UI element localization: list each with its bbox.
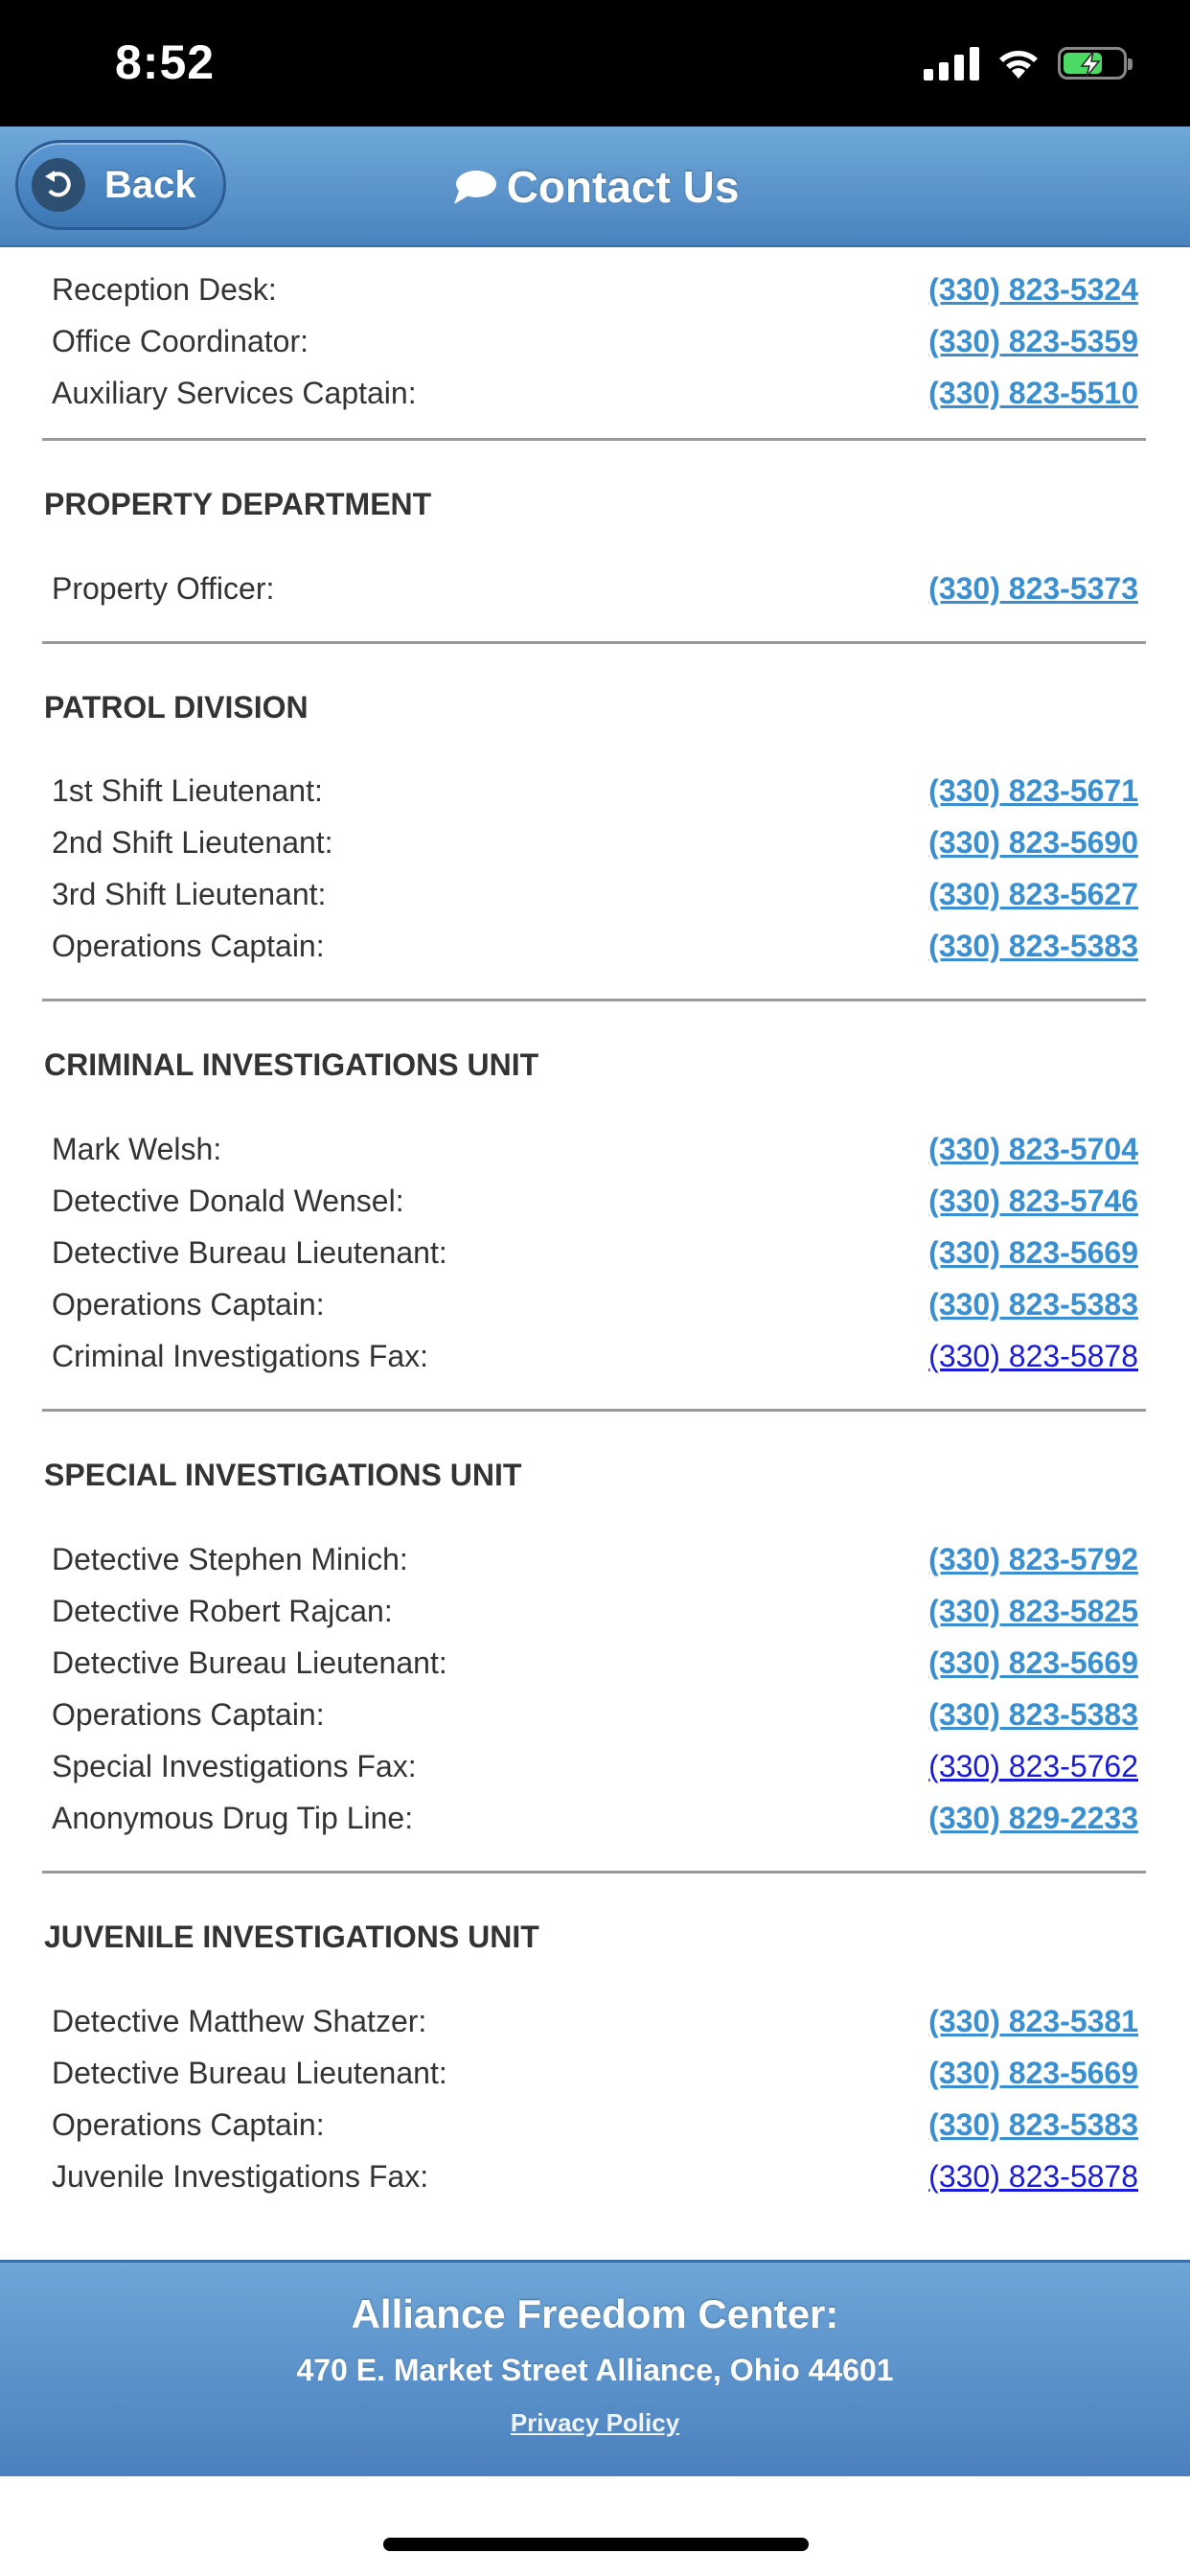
phone-link[interactable]: (330) 823-5762 — [928, 1748, 1138, 1783]
contact-label: Operations Captain: — [52, 1286, 325, 1322]
contact-row-special-investigations-fax — [52, 1741, 1138, 1791]
divider — [42, 999, 1146, 1001]
contact-row-reception-desk — [52, 264, 1138, 314]
chat-bubble-icon — [451, 168, 497, 206]
phone-link[interactable]: (330) 823-5878 — [928, 2158, 1138, 2194]
contact-row-stephen-minich — [52, 1534, 1138, 1584]
footer-address: 470 E. Market Street Alliance, Ohio 44601 — [296, 2353, 894, 2387]
phone-link[interactable]: (330) 823-5746 — [928, 1183, 1138, 1218]
phone-link[interactable]: (330) 823-5383 — [928, 928, 1138, 963]
contact-label: Detective Bureau Lieutenant: — [52, 1234, 447, 1270]
divider — [42, 438, 1146, 441]
contact-row-office-coordinator — [52, 316, 1138, 366]
phone-link[interactable]: (330) 823-5627 — [928, 876, 1138, 911]
wifi-icon — [996, 46, 1041, 80]
footer-title: Alliance Freedom Center: — [351, 2291, 839, 2336]
phone-link[interactable]: (330) 823-5383 — [928, 1286, 1138, 1322]
contact-row-criminal-investigations-fax — [52, 1331, 1138, 1381]
contact-row-detective-bureau-lieutenant — [52, 1228, 1138, 1277]
status-time: 8:52 — [115, 35, 216, 89]
contact-row-anonymous-drug-tip-line — [52, 1793, 1138, 1843]
back-button-label: Back — [104, 163, 196, 206]
section-heading-special-investigations: SPECIAL INVESTIGATIONS UNIT — [44, 1458, 522, 1492]
phone-link[interactable]: (330) 823-5669 — [928, 2055, 1138, 2090]
phone-link[interactable]: (330) 823-5825 — [928, 1593, 1138, 1628]
contact-label: Operations Captain: — [52, 928, 325, 963]
contact-label: Anonymous Drug Tip Line: — [52, 1800, 414, 1835]
phone-link[interactable]: (330) 823-5383 — [928, 1696, 1138, 1732]
divider — [42, 641, 1146, 644]
section-heading-juvenile-investigations: JUVENILE INVESTIGATIONS UNIT — [44, 1920, 539, 1954]
contact-label: Operations Captain: — [52, 1696, 325, 1732]
contact-label: Auxiliary Services Captain: — [52, 375, 417, 410]
contact-row-operations-captain — [52, 1279, 1138, 1329]
cellular-signal-icon — [924, 46, 979, 80]
phone-link[interactable]: (330) 823-5669 — [928, 1234, 1138, 1270]
phone-link[interactable]: (330) 823-5792 — [928, 1541, 1138, 1576]
phone-link[interactable]: (330) 823-5373 — [928, 570, 1138, 606]
home-indicator[interactable] — [383, 2538, 809, 2551]
contact-row-detective-bureau-lieutenant — [52, 2048, 1138, 2098]
page-title-text: Contact Us — [506, 162, 740, 212]
section-heading-patrol-division: PATROL DIVISION — [44, 690, 309, 724]
divider — [42, 1409, 1146, 1412]
back-button[interactable] — [15, 140, 226, 230]
contact-label: Operations Captain: — [52, 2106, 325, 2142]
contact-row-operations-captain — [52, 921, 1138, 971]
contact-label: Reception Desk: — [52, 271, 277, 307]
contact-label: 3rd Shift Lieutenant: — [52, 876, 327, 911]
phone-link[interactable]: (330) 823-5704 — [928, 1131, 1138, 1166]
contact-row-juvenile-investigations-fax — [52, 2151, 1138, 2201]
contact-row-property-officer — [52, 564, 1138, 613]
back-arrow-icon — [32, 158, 85, 212]
phone-link[interactable]: (330) 823-5878 — [928, 1338, 1138, 1373]
contact-label: Detective Matthew Shatzer: — [52, 2003, 427, 2038]
phone-link[interactable]: (330) 823-5359 — [928, 323, 1138, 358]
contact-row-mark-welsh — [52, 1124, 1138, 1174]
contact-row-robert-rajcan — [52, 1586, 1138, 1636]
divider — [42, 1871, 1146, 1874]
contact-label: Special Investigations Fax: — [52, 1748, 417, 1783]
phone-link[interactable]: (330) 823-5671 — [928, 772, 1138, 808]
section-heading-criminal-investigations: CRIMINAL INVESTIGATIONS UNIT — [44, 1047, 539, 1082]
contact-label: Detective Bureau Lieutenant: — [52, 2055, 447, 2090]
privacy-policy-link[interactable]: Privacy Policy — [510, 2408, 680, 2437]
contact-row-matthew-shatzer — [52, 1996, 1138, 2046]
section-heading-property-department: PROPERTY DEPARTMENT — [44, 487, 432, 521]
contact-label: Detective Bureau Lieutenant: — [52, 1644, 447, 1680]
status-bar — [0, 0, 1190, 126]
contact-label: Office Coordinator: — [52, 323, 309, 358]
battery-charging-icon — [1058, 47, 1127, 80]
contact-row-operations-captain — [52, 1690, 1138, 1739]
contact-label: Juvenile Investigations Fax: — [52, 2158, 429, 2194]
phone-link[interactable]: (330) 823-5381 — [928, 2003, 1138, 2038]
contact-label: 1st Shift Lieutenant: — [52, 772, 323, 808]
phone-link[interactable]: (330) 823-5690 — [928, 824, 1138, 860]
page-header — [0, 126, 1190, 247]
contact-label: Property Officer: — [52, 570, 275, 606]
contact-label: Mark Welsh: — [52, 1131, 222, 1166]
phone-link[interactable]: (330) 823-5669 — [928, 1644, 1138, 1680]
contact-row-auxiliary-services-captain — [52, 368, 1138, 418]
contact-label: Criminal Investigations Fax: — [52, 1338, 429, 1373]
contact-label: Detective Stephen Minich: — [52, 1541, 408, 1576]
contact-row-2nd-shift-lieutenant — [52, 817, 1138, 867]
status-icons — [924, 44, 1127, 82]
page-footer — [0, 2260, 1190, 2476]
contact-label: Detective Donald Wensel: — [52, 1183, 404, 1218]
phone-link[interactable]: (330) 823-5324 — [928, 271, 1138, 307]
contact-row-detective-bureau-lieutenant — [52, 1638, 1138, 1688]
phone-link[interactable]: (330) 823-5383 — [928, 2106, 1138, 2142]
phone-link[interactable]: (330) 823-5510 — [928, 375, 1138, 410]
contact-row-donald-wensel — [52, 1176, 1138, 1226]
contact-row-1st-shift-lieutenant — [52, 766, 1138, 816]
phone-link[interactable]: (330) 829-2233 — [928, 1800, 1138, 1835]
contact-row-3rd-shift-lieutenant — [52, 869, 1138, 919]
contact-row-operations-captain — [52, 2100, 1138, 2150]
contact-label: Detective Robert Rajcan: — [52, 1593, 393, 1628]
contact-label: 2nd Shift Lieutenant: — [52, 824, 333, 860]
